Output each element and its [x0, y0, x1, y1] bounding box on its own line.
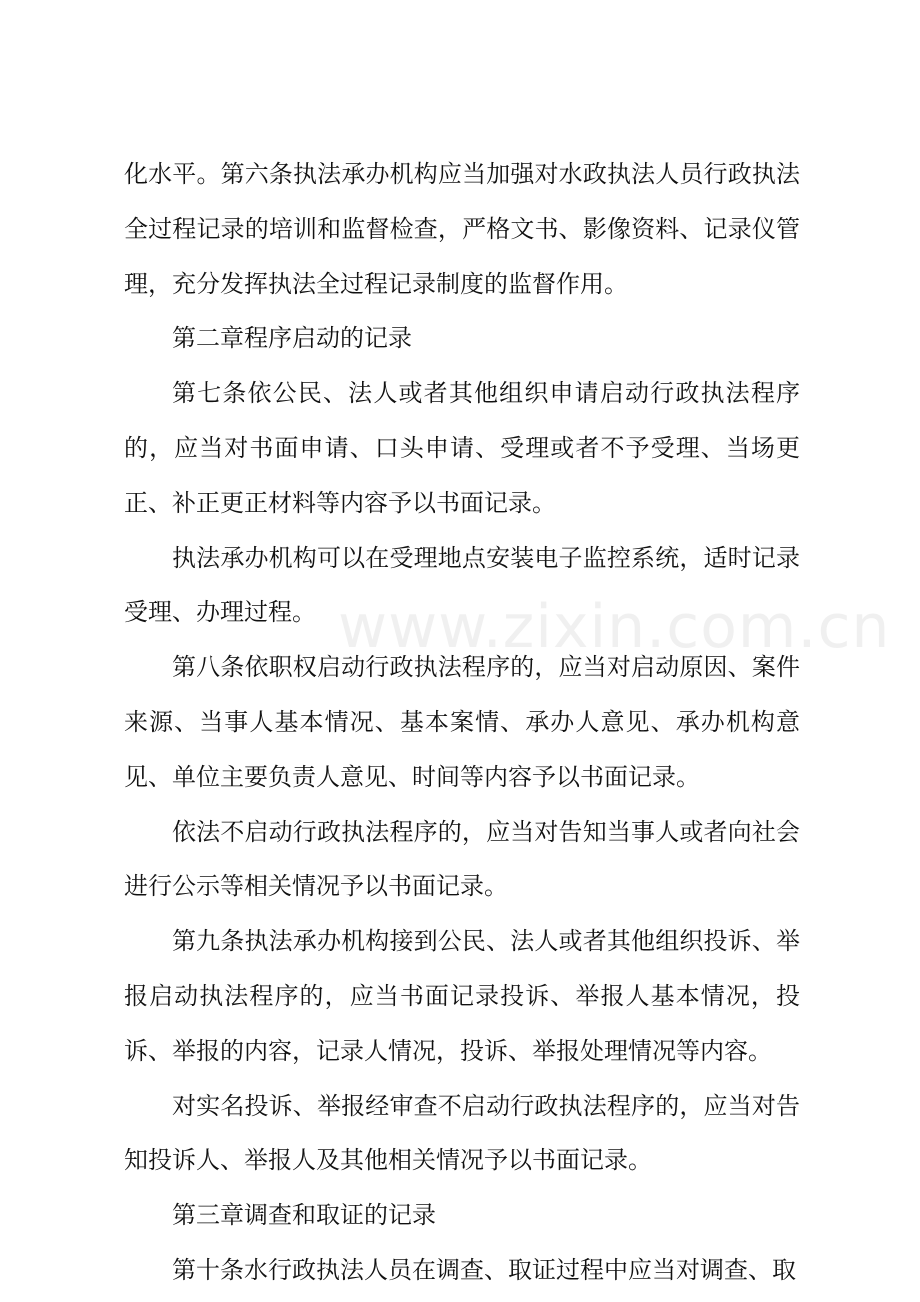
document-body	[124, 147, 800, 1298]
paragraph-article-9-supplement: 对实名投诉、举报经审查不启动行政执法程序的，应当对告知投诉人、举报人及其他相关情况予以书面记录。	[124, 1091, 800, 1175]
watermark: www.zixin.com.cn	[338, 592, 891, 662]
paragraph-article-8-supplement: 依法不启动行政执法程序的，应当对告知当事人或者向社会进行公示等相关情况予以书面记录。	[124, 817, 800, 901]
paragraph-article-7-supplement: 执法承办机构可以在受理地点安装电子监控系统，适时记录受理、办理过程。	[124, 543, 800, 627]
paragraph-article-9: 第九条执法承办机构接到公民、法人或者其他组织投诉、举报启动执法程序的，应当书面记录投诉、举报人基本情况，投诉、举报的内容，记录人情况，投诉、举报处理情况等内容。	[124, 927, 800, 1065]
chapter-3-heading: 第三章调查和取证的记录	[172, 1201, 436, 1230]
paragraph-article-10: 第十条水行政执法人员在调查、取证过程中应当对调查、取	[172, 1255, 796, 1284]
chapter-2-heading: 第二章程序启动的记录	[172, 324, 412, 353]
paragraph-article-8: 第八条依职权启动行政执法程序的，应当对启动原因、案件来源、当事人基本情况、基本案情、承办人意见、承办机构意见、单位主要负责人意见、时间等内容予以书面记录。	[124, 653, 800, 791]
paragraph-article-7: 第七条依公民、法人或者其他组织申请启动行政执法程序的，应当对书面申请、口头申请、受理或者不予受理、当场更正、补正更正材料等内容予以书面记录。	[124, 379, 800, 517]
paragraph-article-6: 化水平。第六条执法承办机构应当加强对水政执法人员行政执法全过程记录的培训和监督检查，严格文书、影像资料、记录仪管理，充分发挥执法全过程记录制度的监督作用。	[124, 160, 800, 298]
